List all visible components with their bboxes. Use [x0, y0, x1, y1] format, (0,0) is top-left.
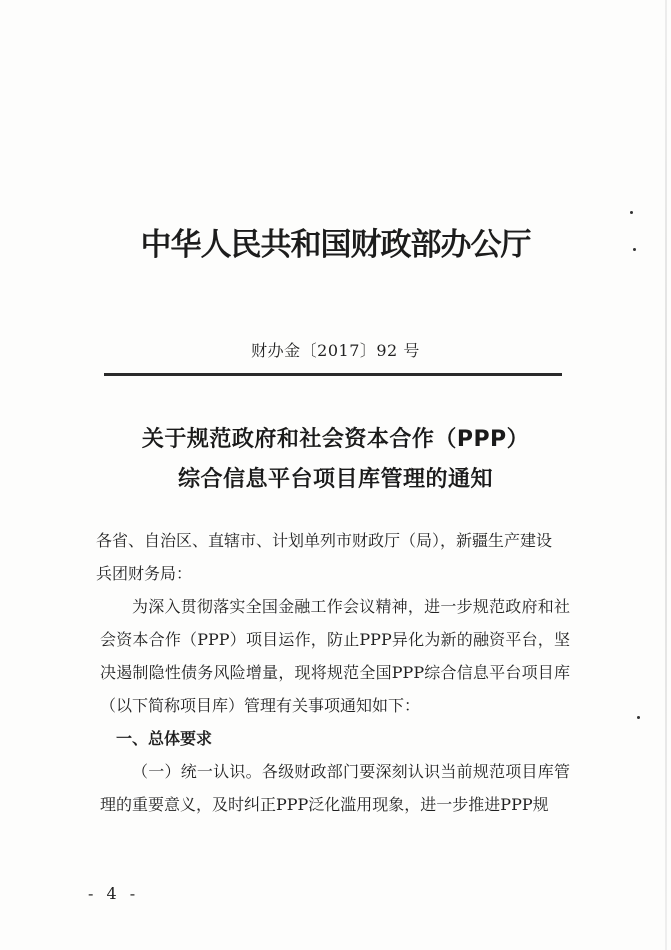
header-divider: [104, 373, 562, 376]
issuer-title: 中华人民共和国财政部办公厅: [140, 227, 531, 263]
scan-speck: [637, 716, 640, 719]
notice-title-line-2: 综合信息平台项目库管理的通知: [177, 467, 493, 492]
addressee-line-1: 各省、自治区、直辖市、计划单列市财政厅（局），新疆生产建设: [96, 531, 553, 550]
paragraph-2: （一）统一认识。各级财政部门要深刻认识当前规范项目库管理的重要意义，及时纠正PPP泛化滥用现象，进一步推进PPP规: [100, 762, 570, 814]
section-heading-1: 一、总体要求: [116, 729, 213, 748]
document-number: 财办金〔2017〕92 号: [251, 341, 420, 360]
body-text: [96, 524, 570, 821]
notice-title-line-1: 关于规范政府和社会资本合作（PPP）: [141, 427, 530, 452]
addressee-line-2: 兵团财务局：: [96, 564, 193, 583]
page-number: - 4 -: [88, 884, 140, 903]
paragraph-1: 为深入贯彻落实全国金融工作会议精神，进一步规范政府和社会资本合作（PPP）项目运作，防止PPP异化为新的融资平台，坚决遏制隐性债务风险增量，现将规范全国PPP综合信息平台项目库（以下简称项目库）管理有关事项通知如下：: [100, 597, 570, 715]
notice-title: [0, 420, 671, 500]
scan-speck: [630, 211, 633, 214]
